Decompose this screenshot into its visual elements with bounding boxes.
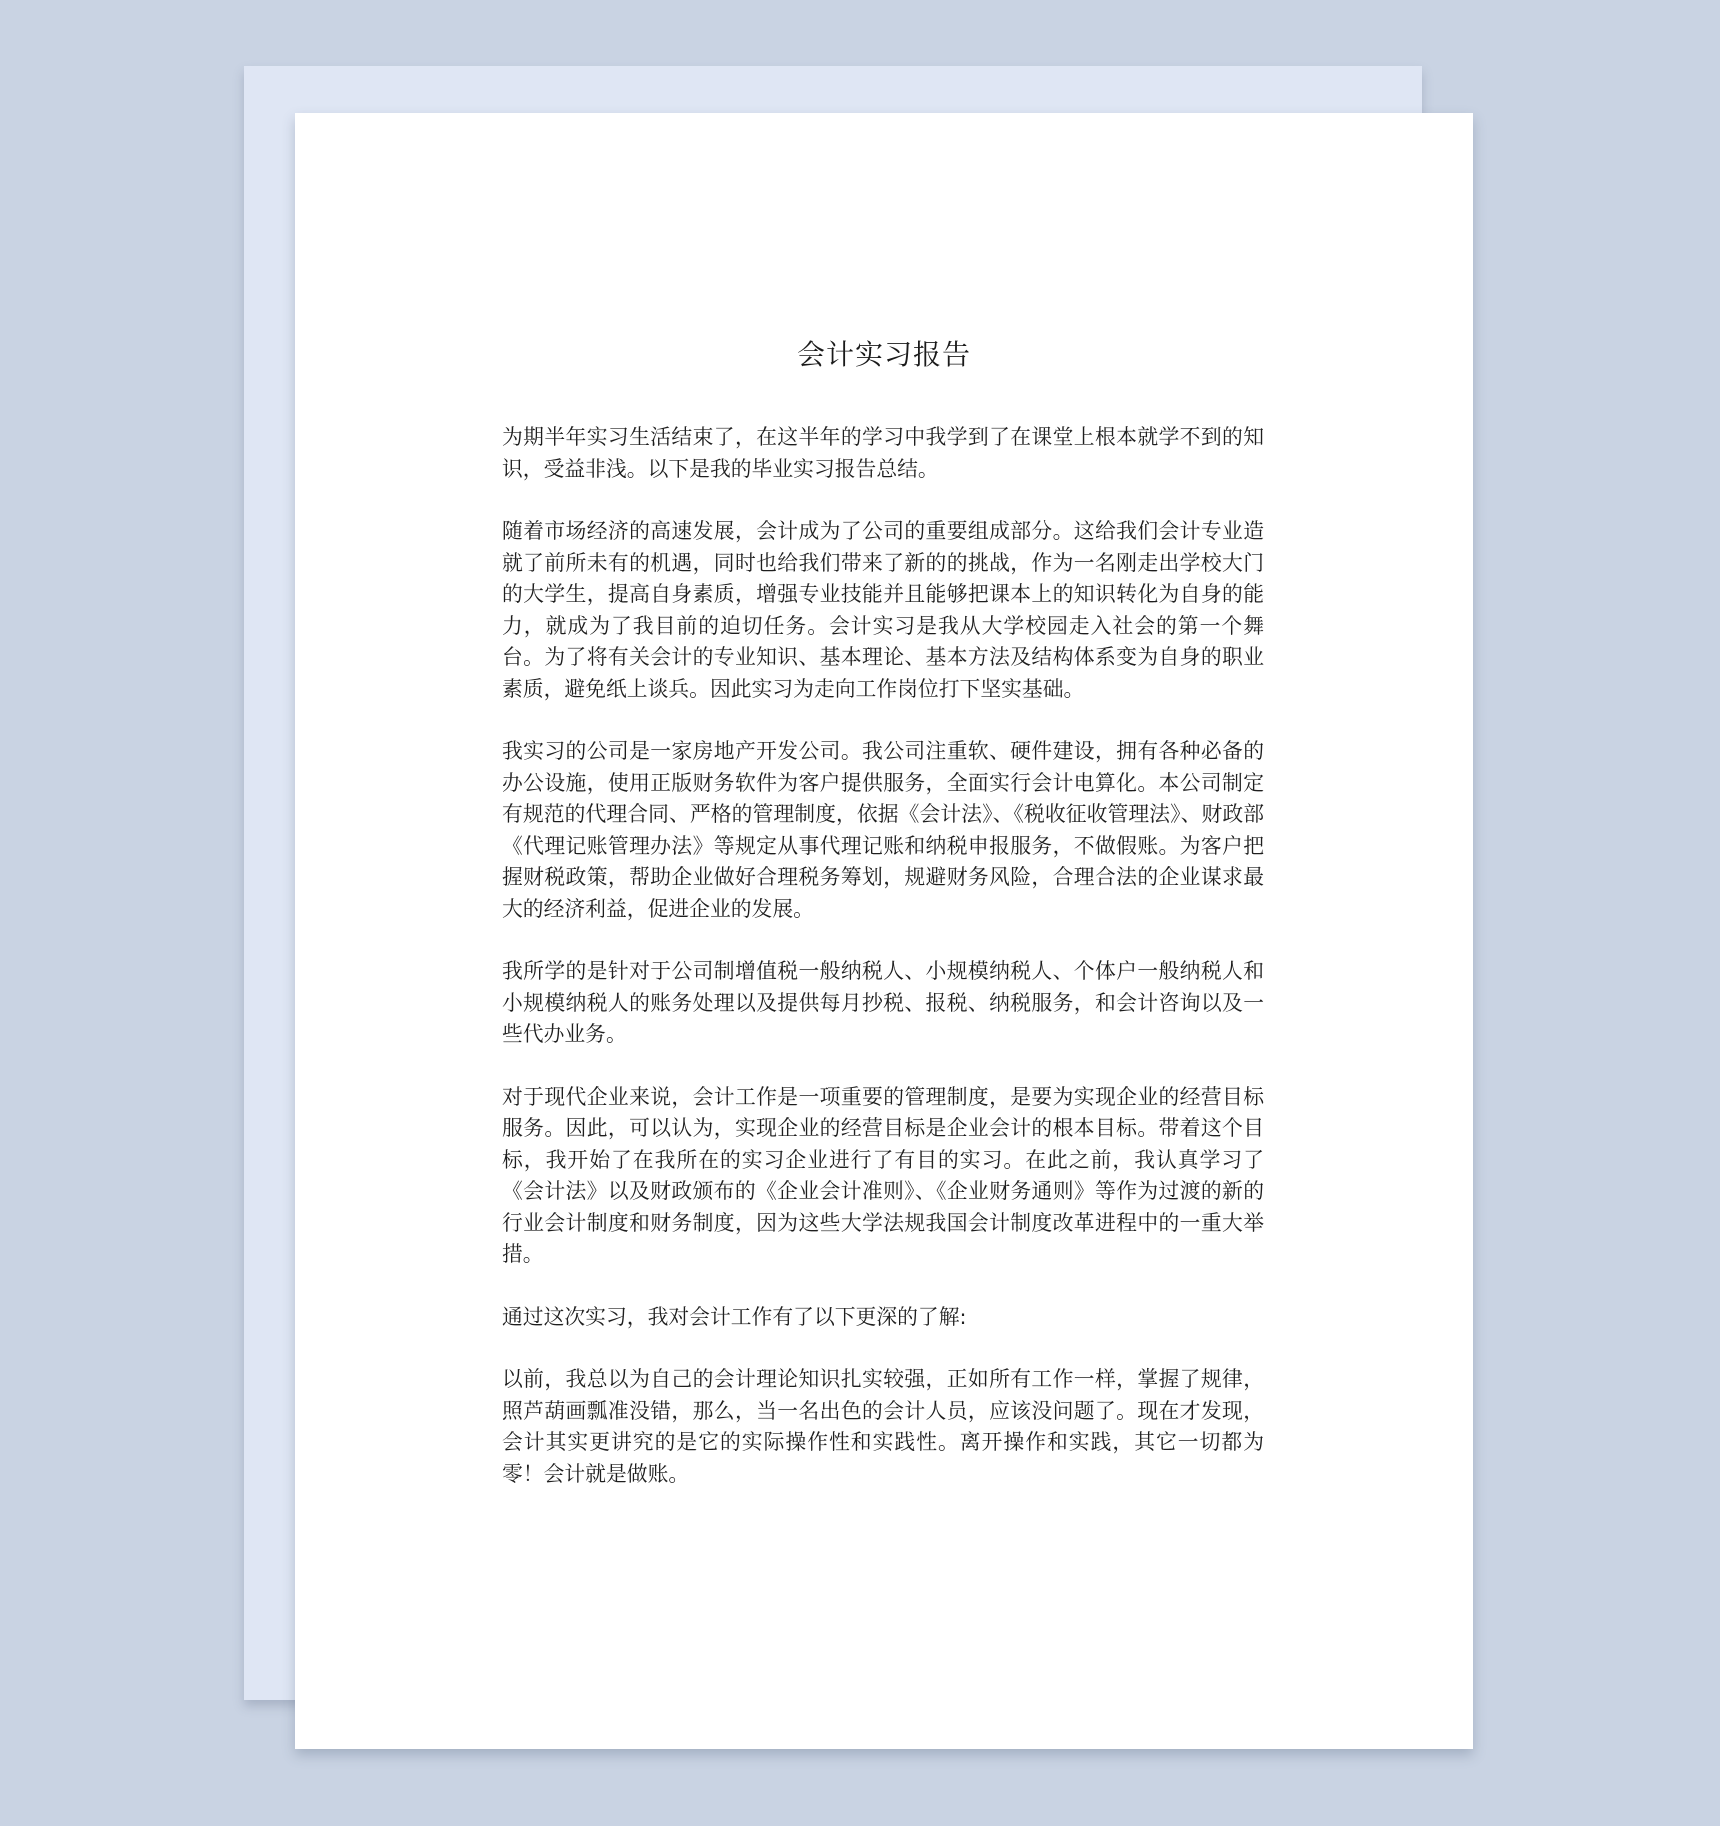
- paragraph-purpose: 对于现代企业来说，会计工作是一项重要的管理制度，是要为实现企业的经营目标服务。因此，可以认为，实现企业的经营目标是企业会计的根本目标。带着这个目标，我开始了在我所在的实习企业进行了有目的实习。在此之前，我认真学习了《会计法》以及财政颁布的《企业会计准则》、《企业财务通则》等作为过渡的新的行业会计制度和财务制度，因为这些大学法规我国会计制度改革进程中的一重大举措。: [502, 1084, 1264, 1266]
- paragraph-company: 我实习的公司是一家房地产开发公司。我公司注重软、硬件建设，拥有各种必备的办公设施，使用正版财务软件为客户提供服务，全面实行会计电算化。本公司制定有规范的代理合同、严格的管理制度，依据《会计法》、《税收征收管理法》、财政部《代理记账管理办法》等规定从事代理记账和纳税申报服务，不做假账。为客户把握财税政策，帮助企业做好合理税务筹划，规避财务风险，合理合法的企业谋求最大的经济利益，促进企业的发展。: [502, 739, 1264, 921]
- paragraph-reflection: 以前，我总以为自己的会计理论知识扎实较强，正如所有工作一样，掌握了规律，照芦葫画瓢准没错，那么，当一名出色的会计人员，应该没问题了。现在才发现，会计其实更讲究的是它的实际操作性和实践性。离开操作和实践，其它一切都为零！会计就是做账。: [502, 1367, 1264, 1486]
- document-page: [295, 113, 1473, 1749]
- document-title: 会计实习报告: [796, 338, 971, 371]
- paragraph-lessons-heading: 通过这次实习，我对会计工作有了以下更深的了解:: [502, 1304, 967, 1329]
- document-body: [502, 422, 1264, 1521]
- paragraph-intro: 为期半年实习生活结束了，在这半年的学习中我学到了在课堂上根本就学不到的知识，受益非浅。以下是我的毕业实习报告总结。: [502, 425, 1264, 481]
- paragraph-scope: 我所学的是针对于公司制增值税一般纳税人、小规模纳税人、个体户一般纳税人和小规模纳税人的账务处理以及提供每月抄税、报税、纳税服务，和会计咨询以及一些代办业务。: [502, 959, 1264, 1046]
- paragraph-background: 随着市场经济的高速发展，会计成为了公司的重要组成部分。这给我们会计专业造就了前所未有的机遇，同时也给我们带来了新的的挑战，作为一名刚走出学校大门的大学生，提高自身素质，增强专业技能并且能够把课本上的知识转化为自身的能力，就成为了我目前的迫切任务。会计实习是我从大学校园走入社会的第一个舞台。为了将有关会计的专业知识、基本理论、基本方法及结构体系变为自身的职业素质，避免纸上谈兵。因此实习为走向工作岗位打下坚实基础。: [502, 519, 1264, 701]
